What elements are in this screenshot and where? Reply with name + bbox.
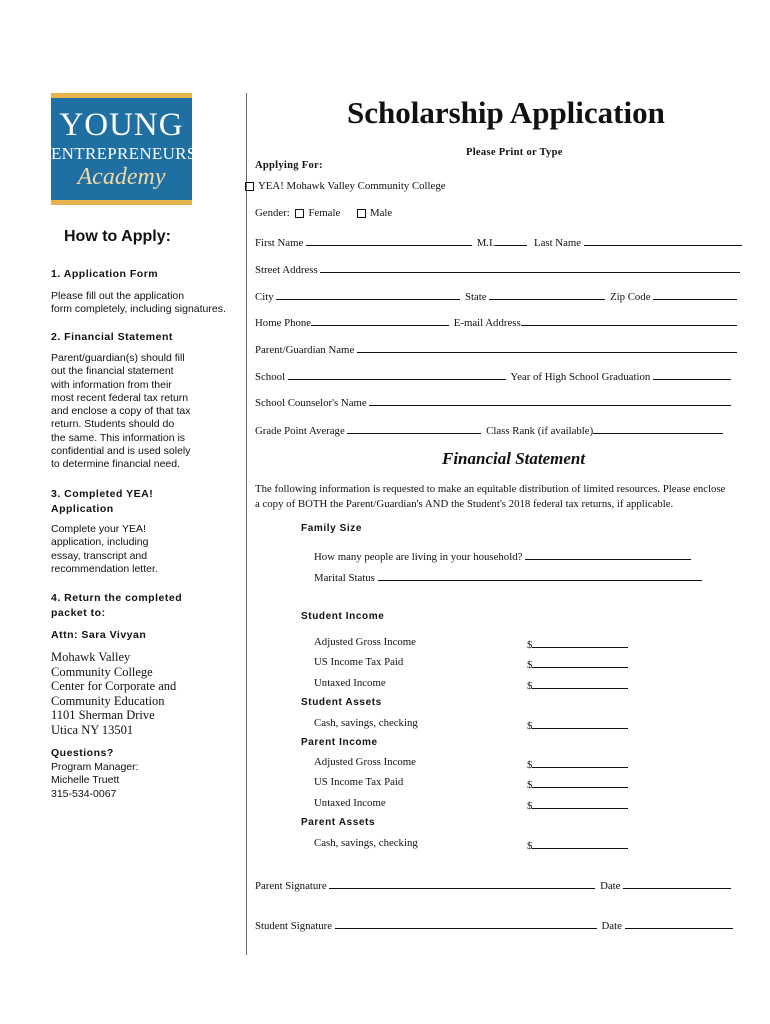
logo-line-young: YOUNG [59, 107, 184, 143]
college-option[interactable]: YEA! Mohawk Valley Community College [245, 180, 446, 192]
step2-text: Parent/guardian(s) should fill out the financial statement with information from their most recent federal tax return and enclose a copy of that tax return. Students should do the same. This information is confidential and is used solely to determine financial need. [51, 352, 191, 471]
city-field[interactable] [276, 288, 460, 300]
gpa-row: Grade Point Average Class Rank (if available) [255, 422, 723, 437]
parent-tax-label: US Income Tax Paid [314, 776, 404, 788]
step4-title: 4. Return the completed packet to: [51, 592, 183, 619]
school-row: School Year of High School Graduation [255, 368, 731, 383]
class-rank-field[interactable] [593, 422, 723, 434]
marital-row: Marital Status [314, 569, 702, 584]
step3-title: 3. Completed YEA! Application [51, 488, 154, 515]
page-title: Scholarship Application [347, 95, 665, 130]
gender-row: Gender: Female Male [255, 207, 393, 219]
student-date-field[interactable] [625, 917, 733, 929]
female-checkbox[interactable] [295, 209, 304, 218]
logo-line-academy: Academy [77, 164, 166, 190]
mi-field[interactable] [495, 234, 527, 246]
student-untaxed-field[interactable] [532, 677, 628, 689]
parent-agi-field[interactable] [532, 756, 628, 768]
gpa-field[interactable] [347, 422, 481, 434]
state-field[interactable] [489, 288, 605, 300]
grad-year-field[interactable] [653, 368, 731, 380]
parent-date-field[interactable] [623, 877, 731, 889]
parent-agi-row: $ [527, 756, 628, 771]
step1-title: 1. Application Form [51, 268, 159, 280]
financial-statement-heading: Financial Statement [442, 449, 586, 468]
parent-untaxed-label: Untaxed Income [314, 797, 386, 809]
student-cash-field[interactable] [532, 717, 628, 729]
student-cash-label: Cash, savings, checking [314, 717, 418, 729]
household-row: How many people are living in your household? [314, 548, 691, 563]
parent-tax-row: $ [527, 776, 628, 791]
student-agi-label: Adjusted Gross Income [314, 636, 416, 648]
parent-untaxed-row: $ [527, 797, 628, 812]
contact-info: Program Manager: Michelle Truett 315-534-0067 [51, 761, 139, 800]
parent-tax-field[interactable] [532, 776, 628, 788]
street-row: Street Address [255, 261, 740, 276]
student-income-heading: Student Income [301, 611, 385, 622]
parent-signature-row: Parent Signature Date [255, 877, 731, 892]
college-checkbox[interactable] [245, 182, 254, 191]
column-divider [246, 93, 247, 955]
yea-logo [51, 93, 197, 205]
counselor-row: School Counselor's Name [255, 394, 731, 409]
email-field[interactable] [521, 314, 737, 326]
logo-line-entrepreneurs: ENTREPRENEURS [51, 144, 197, 163]
marital-status-field[interactable] [378, 569, 702, 581]
phone-row: Home Phone E-mail Address [255, 314, 737, 329]
school-field[interactable] [288, 368, 506, 380]
parent-untaxed-field[interactable] [532, 797, 628, 809]
first-name-field[interactable] [306, 234, 472, 246]
zip-field[interactable] [653, 288, 737, 300]
parent-agi-label: Adjusted Gross Income [314, 756, 416, 768]
student-agi-field[interactable] [532, 636, 628, 648]
student-tax-label: US Income Tax Paid [314, 656, 404, 668]
step2-title: 2. Financial Statement [51, 331, 173, 343]
attn-line: Attn: Sara Vivyan [51, 629, 147, 641]
parent-cash-row: $ [527, 837, 628, 852]
student-tax-row: $ [527, 656, 628, 671]
parent-assets-heading: Parent Assets [301, 817, 376, 828]
parent-name-field[interactable] [357, 341, 737, 353]
student-untaxed-label: Untaxed Income [314, 677, 386, 689]
student-signature-field[interactable] [335, 917, 597, 929]
parent-cash-label: Cash, savings, checking [314, 837, 418, 849]
counselor-field[interactable] [369, 394, 731, 406]
financial-intro: The following information is requested to make an equitable distribution of limited resources. Please enclose a copy of BOTH the Parent/Guardian's AND the Student's 2018 federal tax returns, if applicable. [255, 483, 726, 510]
household-field[interactable] [525, 548, 691, 560]
student-agi-row: $ [527, 636, 628, 651]
applying-for-label: Applying For: [255, 160, 323, 171]
step1-text: Please fill out the application form completely, including signatures. [51, 290, 226, 316]
parent-signature-field[interactable] [329, 877, 595, 889]
last-name-field[interactable] [584, 234, 742, 246]
how-to-apply-heading: How to Apply: [64, 228, 171, 245]
student-cash-row: $ [527, 717, 628, 732]
parent-cash-field[interactable] [532, 837, 628, 849]
male-checkbox[interactable] [357, 209, 366, 218]
student-signature-row: Student Signature Date [255, 917, 733, 932]
parent-row: Parent/Guardian Name [255, 341, 737, 356]
student-tax-field[interactable] [532, 656, 628, 668]
print-note: Please Print or Type [466, 147, 563, 158]
parent-income-heading: Parent Income [301, 737, 378, 748]
step3-text: Complete your YEA! application, including essay, transcript and recommendation letter. [51, 523, 158, 575]
city-row: City State Zip Code [255, 288, 737, 303]
mailing-address: Mohawk Valley Community College Center for Corporate and Community Education 1101 Sherman Drive Utica NY 13501 [51, 650, 177, 737]
street-address-field[interactable] [320, 261, 740, 273]
student-untaxed-row: $ [527, 677, 628, 692]
family-size-heading: Family Size [301, 523, 363, 534]
questions-label: Questions? [51, 747, 114, 759]
home-phone-field[interactable] [311, 314, 449, 326]
name-row: First Name M.I. Last Name [255, 234, 742, 249]
student-assets-heading: Student Assets [301, 697, 382, 708]
